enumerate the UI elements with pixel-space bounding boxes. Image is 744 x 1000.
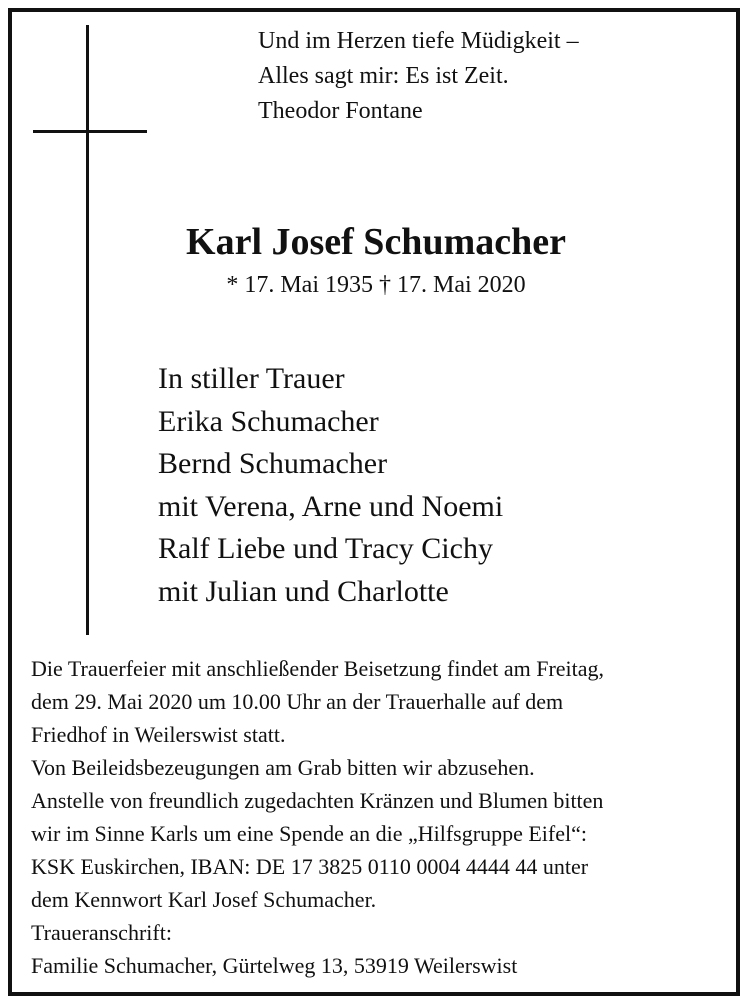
- info-line: dem Kennwort Karl Josef Schumacher.: [31, 887, 377, 912]
- mourner-line: Ralf Liebe und Tracy Cichy: [158, 532, 493, 565]
- info-line: Anstelle von freundlich zugedachten Kränzen und Blumen bitten: [31, 788, 604, 813]
- info-line: Von Beileidsbezeugungen am Grab bitten wir abzusehen.: [31, 755, 535, 780]
- info-address: Familie Schumacher, Gürtelweg 13, 53919 Weilerswist: [31, 953, 518, 978]
- info-line: KSK Euskirchen, IBAN: DE 17 3825 0110 0004 4444 44 unter: [31, 854, 589, 879]
- poem-quote: [258, 24, 579, 129]
- deceased-name: Karl Josef Schumacher: [186, 221, 566, 263]
- cross-vertical-bar: [86, 25, 89, 635]
- mourner-line: mit Verena, Arne und Noemi: [158, 489, 504, 523]
- poem-line: Und im Herzen tiefe Müdigkeit –: [258, 28, 579, 54]
- info-line: dem 29. Mai 2020 um 10.00 Uhr an der Trauerhalle auf dem: [31, 689, 564, 714]
- life-dates: * 17. Mai 1935 † 17. Mai 2020: [226, 272, 526, 298]
- mourner-line: Bernd Schumacher: [158, 447, 388, 480]
- mourner-line: mit Julian und Charlotte: [158, 574, 449, 608]
- info-line: Friedhof in Weilerswist statt.: [31, 722, 286, 747]
- info-line: Traueranschrift:: [31, 920, 172, 945]
- info-line: Die Trauerfeier mit anschließender Beisetzung findet am Freitag,: [31, 656, 605, 681]
- mourner-line: Erika Schumacher: [158, 404, 379, 438]
- cross-horizontal-bar: [33, 130, 147, 133]
- info-line: wir im Sinne Karls um eine Spende an die „Hilfsgruppe Eifel“:: [31, 821, 587, 846]
- funeral-info: [31, 652, 604, 982]
- poem-line: Alles sagt mir: Es ist Zeit.: [258, 63, 509, 89]
- poem-author: Theodor Fontane: [258, 98, 423, 124]
- mourners-block: [158, 358, 503, 613]
- mourners-heading: In stiller Trauer: [158, 362, 345, 395]
